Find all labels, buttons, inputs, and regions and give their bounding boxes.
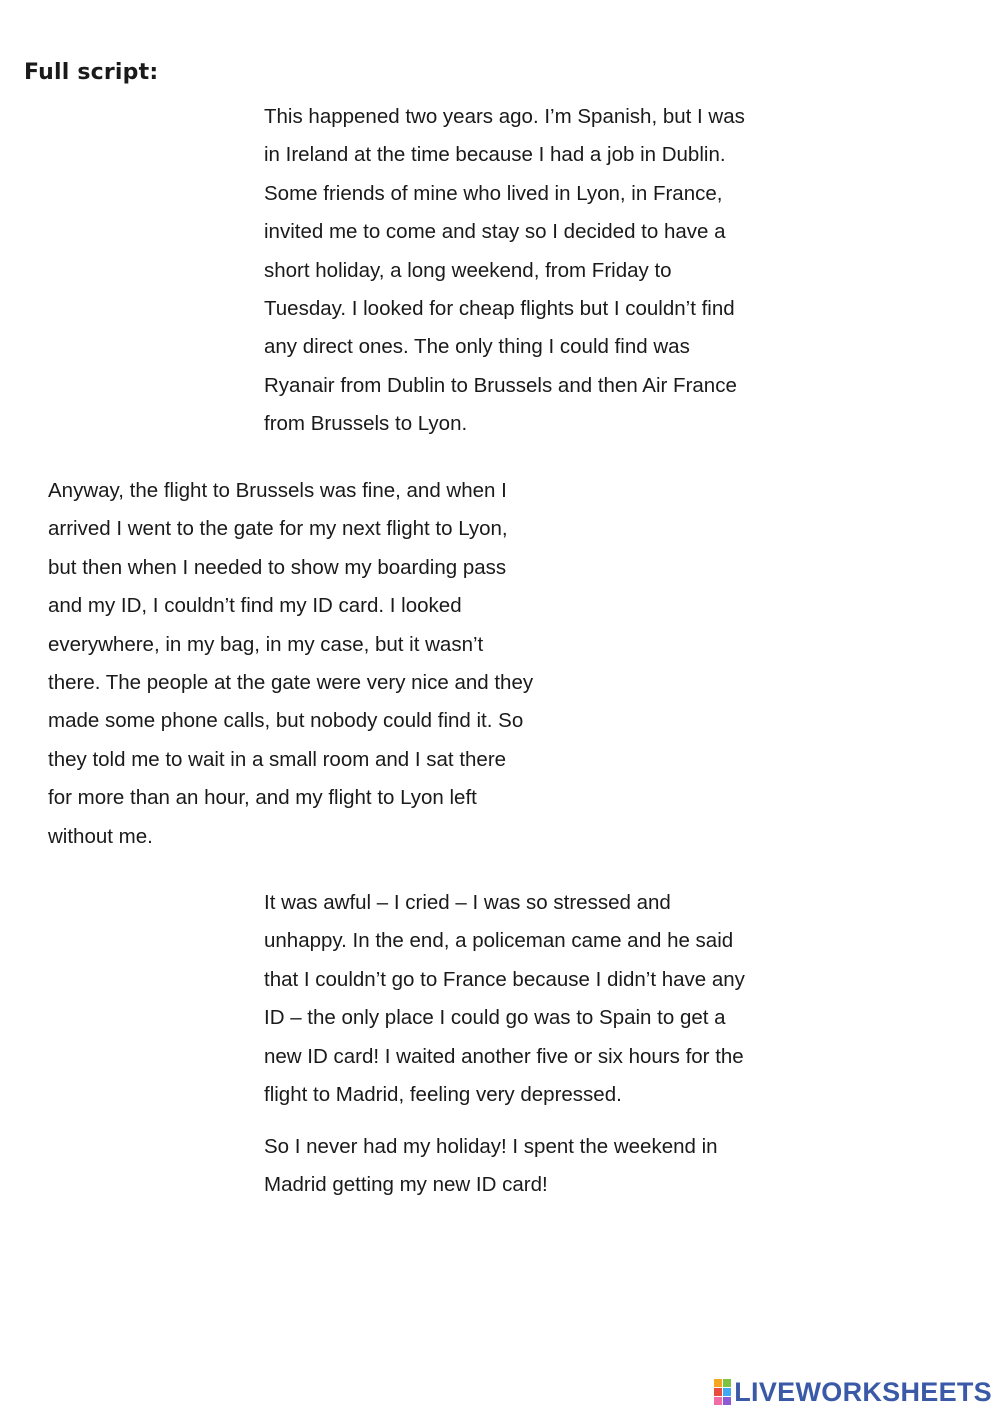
- paragraph-line: new ID card! I waited another five or six hours for the: [264, 1044, 744, 1068]
- paragraph-line: Tuesday. I looked for cheap flights but I couldn’t find: [264, 297, 735, 321]
- paragraph-line: from Brussels to Lyon.: [264, 412, 468, 436]
- liveworksheets-watermark: [714, 1377, 992, 1407]
- paragraph-line: there. The people at the gate were very nice and they: [48, 671, 534, 695]
- paragraph-line: invited me to come and stay so I decided to have a: [264, 220, 726, 244]
- script-paragraph-3: [264, 884, 745, 1114]
- paragraph-line: for more than an hour, and my flight to Lyon left: [48, 786, 477, 810]
- watermark-text: LIVEWORKSHEETS: [734, 1376, 992, 1407]
- logo-square: [723, 1388, 731, 1396]
- paragraph-line: So I never had my holiday! I spent the weekend in: [264, 1135, 718, 1158]
- paragraph-line: arrived I went to the gate for my next flight to Lyon,: [48, 517, 508, 541]
- script-paragraph-4: [264, 1128, 718, 1205]
- paragraph-line: that I couldn’t go to France because I didn’t have any: [264, 967, 745, 991]
- logo-square: [723, 1379, 731, 1387]
- paragraph-line: ID – the only place I could go was to Spain to get a: [264, 1006, 726, 1030]
- paragraph-line: without me.: [48, 824, 153, 848]
- logo-square: [723, 1397, 731, 1405]
- paragraph-line: Anyway, the flight to Brussels was fine, and when I: [48, 479, 507, 502]
- paragraph-line: Ryanair from Dublin to Brussels and then Air France: [264, 373, 737, 397]
- paragraph-line: It was awful – I cried – I was so stressed and: [264, 891, 671, 914]
- paragraph-line: This happened two years ago. I’m Spanish, but I was: [264, 105, 745, 128]
- logo-square: [714, 1388, 722, 1396]
- script-paragraph-2: [48, 472, 533, 856]
- paragraph-line: they told me to wait in a small room and I sat there: [48, 747, 507, 771]
- page-heading: Full script:: [24, 60, 159, 85]
- logo-square: [714, 1397, 722, 1405]
- paragraph-line: everywhere, in my bag, in my case, but it wasn’t: [48, 632, 484, 656]
- paragraph-line: flight to Madrid, feeling very depressed.: [264, 1083, 622, 1107]
- logo-square: [714, 1379, 722, 1387]
- paragraph-line: Some friends of mine who lived in Lyon, in France,: [264, 181, 723, 205]
- paragraph-line: but then when I needed to show my boarding pass: [48, 555, 507, 579]
- paragraph-line: unhappy. In the end, a policeman came and he said: [264, 929, 734, 953]
- paragraph-line: in Ireland at the time because I had a job in Dublin.: [264, 143, 726, 167]
- liveworksheets-logo-icon: [714, 1379, 731, 1405]
- paragraph-line: short holiday, a long weekend, from Friday to: [264, 258, 672, 282]
- script-paragraph-1: [264, 98, 745, 444]
- paragraph-line: and my ID, I couldn’t find my ID card. I looked: [48, 594, 462, 618]
- paragraph-line: made some phone calls, but nobody could find it. So: [48, 709, 524, 733]
- paragraph-line: any direct ones. The only thing I could find was: [264, 335, 690, 359]
- paragraph-line: Madrid getting my new ID card!: [264, 1173, 548, 1197]
